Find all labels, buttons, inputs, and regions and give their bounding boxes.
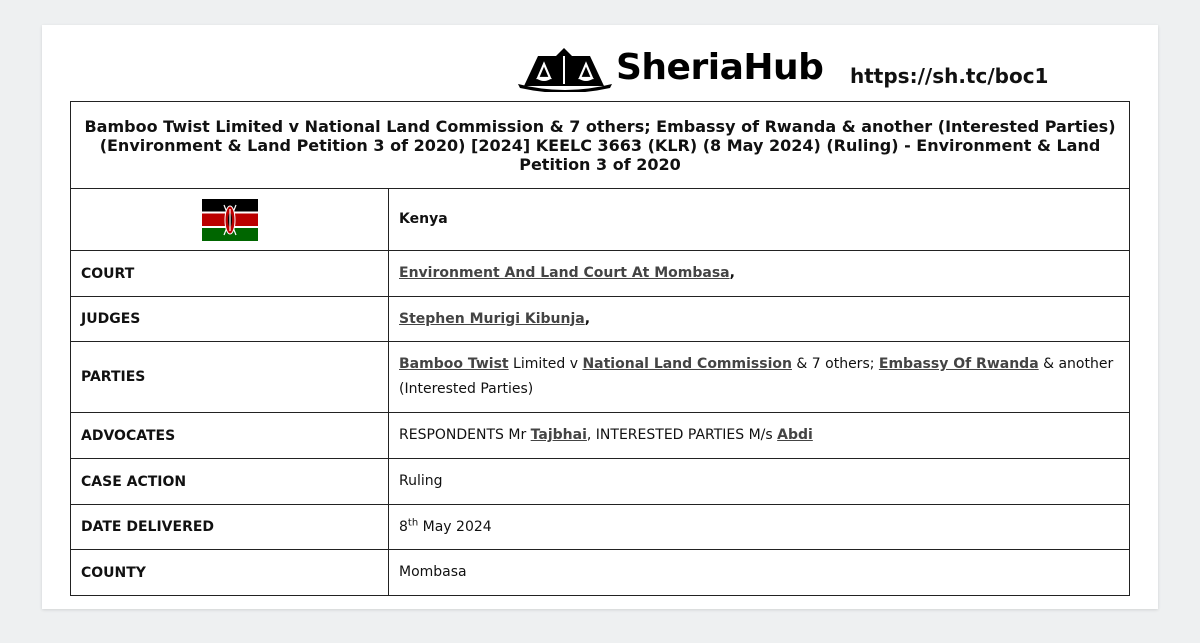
county-row: [71, 550, 1130, 596]
advocates-text: , INTERESTED PARTIES M/s: [586, 427, 778, 443]
scales-ship-logo-icon: [516, 44, 614, 92]
party-link-embassy-of-rwanda[interactable]: Embassy Of Rwanda: [878, 356, 1039, 372]
title-row: [71, 102, 1130, 189]
date-value: [389, 505, 1130, 550]
case-title: Bamboo Twist Limited v National Land Commission & 7 others; Embassy of Rwanda & another (Interested Parties) (Environment & Land Petition 3 of 2020) [2024] KEELC 3663 (KLR) (8 May 2024) (Ruling) - Environment & Land Petition 3 of 2020: [71, 102, 1130, 189]
court-link[interactable]: Environment And Land Court At Mombasa: [399, 265, 730, 281]
country-name: Kenya: [389, 189, 1130, 251]
court-label: COURT: [71, 251, 389, 297]
parties-value: [389, 342, 1130, 413]
parties-text: & another (Interested Parties): [399, 356, 1114, 397]
case-info-table: [70, 101, 1130, 596]
advocates-value: [389, 413, 1130, 459]
date-row: [71, 505, 1130, 550]
case-action-value: Ruling: [389, 459, 1130, 505]
party-link-bamboo-twist[interactable]: Bamboo Twist: [399, 356, 509, 372]
judge-link[interactable]: Stephen Murigi Kibunja: [399, 310, 585, 327]
county-value: Mombasa: [389, 550, 1130, 596]
kenya-flag-icon: [202, 199, 258, 241]
brand-logo[interactable]: [516, 44, 823, 92]
court-value: Environment And Land Court At Mombasa,: [389, 251, 1130, 297]
date-rest: May 2024: [418, 518, 492, 535]
date-label: DATE DELIVERED: [71, 505, 389, 550]
parties-text: Limited v: [508, 356, 583, 372]
flag-cell: [71, 189, 389, 251]
advocates-row: [71, 413, 1130, 459]
parties-row: [71, 342, 1130, 413]
party-link-national-land-commission[interactable]: National Land Commission: [582, 356, 792, 372]
country-row: [71, 189, 1130, 251]
parties-label: PARTIES: [71, 342, 389, 413]
judges-label: JUDGES: [71, 297, 389, 342]
advocates-label: ADVOCATES: [71, 413, 389, 459]
parties-text: & 7 others;: [791, 356, 879, 372]
advocate-link-tajbhai[interactable]: Tajbhai: [530, 427, 587, 443]
date-day: 8: [399, 518, 408, 535]
judges-row: [71, 297, 1130, 342]
case-action-label: CASE ACTION: [71, 459, 389, 505]
advocates-text: RESPONDENTS Mr: [399, 427, 531, 443]
short-url[interactable]: https://sh.tc/boc1: [850, 64, 1049, 88]
judges-value: Stephen Murigi Kibunja,: [389, 297, 1130, 342]
county-label: COUNTY: [71, 550, 389, 596]
brand-name: SheriaHub: [616, 47, 824, 88]
case-action-row: [71, 459, 1130, 505]
advocate-link-abdi[interactable]: Abdi: [777, 427, 813, 443]
date-suffix: th: [407, 516, 419, 528]
court-row: [71, 251, 1130, 297]
